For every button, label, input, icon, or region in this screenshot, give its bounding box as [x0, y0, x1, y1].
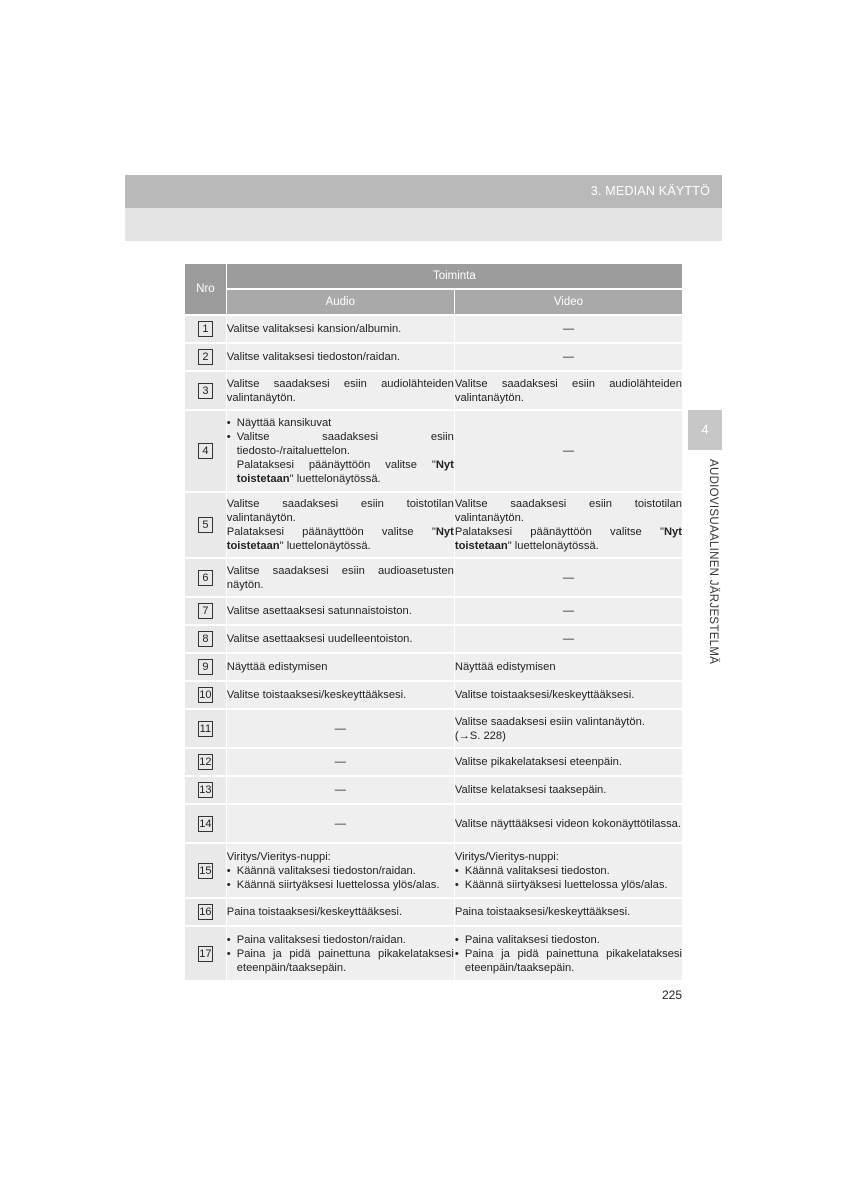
audio-cell: Paina toistaaksesi/keskeyttääksesi. [226, 898, 454, 926]
row-number: 15 [199, 864, 212, 877]
bullet-item: • Paina valitaksesi tiedoston/raidan. [227, 933, 454, 947]
video-cell: Viritys/Vieritys-nuppi: • Käännä valitaksesi tiedoston. • Käännä siirtyäksesi luettelossa ylös/alas. [454, 843, 682, 898]
col-nro-header: Nro [185, 264, 226, 315]
table-row [185, 653, 683, 681]
row-number: 17 [199, 947, 212, 960]
video-cell: Paina toistaaksesi/keskeyttääksesi. [454, 898, 682, 926]
col-group-header: Toiminta [226, 264, 682, 289]
audio-cell: Valitse valitaksesi kansion/albumin. [226, 315, 454, 343]
audio-cell: Näyttää edistymisen [226, 653, 454, 681]
table-row [185, 748, 683, 776]
table-row [185, 558, 683, 597]
section-header-bar [125, 175, 722, 208]
col-video-header: Video [454, 289, 682, 315]
audio-cell: — [226, 709, 454, 748]
table-row [185, 776, 683, 804]
audio-cell: Valitse toistaaksesi/keskeyttääksesi. [226, 681, 454, 709]
operations-table [185, 264, 683, 982]
page-number: 225 [662, 988, 683, 1002]
section-subheader-bar [125, 208, 722, 241]
audio-cell: Valitse saadaksesi esiin audiolähteiden valintanäytön. [226, 371, 454, 410]
video-cell: Valitse näyttääksesi videon kokonäyttötilassa. [454, 804, 682, 843]
table-row [185, 315, 683, 343]
row-number: 16 [199, 906, 212, 918]
table-row [185, 625, 683, 653]
audio-cell: — [226, 804, 454, 843]
audio-cell [226, 926, 454, 981]
table-row [185, 709, 683, 748]
table-row [185, 681, 683, 709]
video-cell: — [454, 558, 682, 597]
video-cell: Valitse saadaksesi esiin audiolähteiden valintanäytön. [454, 371, 682, 410]
video-cell: — [454, 597, 682, 625]
video-cell: Näyttää edistymisen [454, 653, 682, 681]
table-row [185, 410, 683, 492]
audio-cell: — [226, 776, 454, 804]
bullet-item: • Käännä valitaksesi tiedoston/raidan. [227, 864, 454, 878]
table-row [185, 898, 683, 926]
table-row [185, 804, 683, 843]
audio-cell: Valitse saadaksesi esiin audioasetusten näytön. [226, 558, 454, 597]
bullet-item: • Käännä siirtyäksesi luettelossa ylös/alas. [455, 878, 682, 892]
bullet-item: • Paina ja pidä painettuna pikakelataksesi eteenpäin/taaksepäin. [227, 947, 454, 975]
row-number: 2 [198, 349, 213, 365]
chapter-tab: 4 [688, 410, 722, 450]
bullet-item: • Paina valitaksesi tiedoston. [455, 933, 682, 947]
bullet-item: • Käännä valitaksesi tiedoston. [455, 864, 682, 878]
audio-cell: — [226, 748, 454, 776]
row-number: 10 [199, 689, 212, 701]
video-cell: — [454, 410, 682, 492]
audio-cell: Valitse valitaksesi tiedoston/raidan. [226, 343, 454, 371]
row-number: 7 [198, 603, 213, 619]
video-cell: Valitse pikakelataksesi eteenpäin. [454, 748, 682, 776]
col-audio-header: Audio [226, 289, 454, 315]
audio-cell: Valitse asettaaksesi satunnaistoiston. [226, 597, 454, 625]
audio-cell: Valitse asettaaksesi uudelleentoiston. [226, 625, 454, 653]
audio-cell [226, 410, 454, 492]
return-note: Palataksesi päänäyttöön valitse "Nyt toistetaan" luettelonäytössä. [236, 459, 454, 485]
audio-cell: Viritys/Vieritys-nuppi: • Käännä valitaksesi tiedoston/raidan. • Käännä siirtyäksesi luettelossa ylös/alas. [226, 843, 454, 898]
video-cell: Valitse kelataksesi taaksepäin. [454, 776, 682, 804]
row-number: 1 [198, 321, 213, 337]
table-row [185, 926, 683, 981]
table-row [185, 597, 683, 625]
video-cell: — [454, 625, 682, 653]
video-cell: — [454, 315, 682, 343]
audio-cell: Valitse saadaksesi esiin toistotilan valintanäytön. Palataksesi päänäyttöön valitse "Nyt toistetaan" luettelonäytössä. [226, 492, 454, 558]
row-number: 12 [199, 756, 212, 768]
table-row [185, 492, 683, 558]
row-number: 4 [198, 443, 213, 459]
video-cell: Valitse toistaaksesi/keskeyttääksesi. [454, 681, 682, 709]
row-number: 3 [198, 383, 213, 399]
video-cell: — [454, 343, 682, 371]
bullet-item: • Näyttää kansikuvat [227, 416, 454, 430]
row-number: 9 [198, 659, 213, 675]
row-number: 11 [199, 722, 212, 735]
video-cell: Valitse saadaksesi esiin valintanäytön. (→S. 228) [454, 709, 682, 748]
section-title: 3. MEDIAN KÄYTTÖ [590, 184, 710, 198]
bullet-item: • Paina ja pidä painettuna pikakelataksesi eteenpäin/taaksepäin. [455, 947, 682, 975]
video-cell: Valitse saadaksesi esiin toistotilan valintanäytön. Palataksesi päänäyttöön valitse "Nyt toistetaan" luettelonäytössä. [454, 492, 682, 558]
row-number: 13 [199, 784, 212, 796]
chapter-label: AUDIOVISUAALINEN JÄRJESTELMÄ [707, 459, 719, 665]
video-cell [454, 926, 682, 981]
row-number: 6 [198, 570, 213, 586]
bullet-item: • Käännä siirtyäksesi luettelossa ylös/alas. [227, 878, 454, 892]
table-row [185, 371, 683, 410]
row-number: 5 [198, 517, 213, 533]
row-number: 14 [199, 817, 212, 830]
table-row [185, 343, 683, 371]
bullet-item: • Valitse saadaksesi esiin tiedosto-/raitaluettelon. [227, 430, 454, 458]
row-number: 8 [198, 631, 213, 647]
table-row [185, 843, 683, 898]
